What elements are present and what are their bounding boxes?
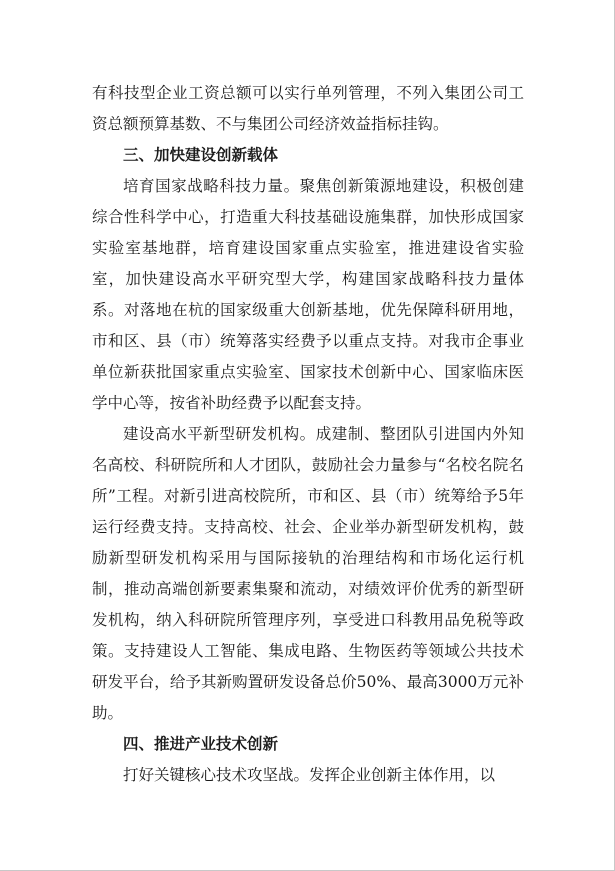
paragraph-strategic-science: 培育国家战略科技力量。聚焦创新策源地建设，积极创建综合性科学中心，打造重大科技基础设施集群，加快形成国家实验室基地群，培育建设国家重点实验室，推进建设省实验室，加快建设高水平研究型大学，构建国家战略科技力量体系。对落地在杭的国家级重大创新基地，优先保障科研用地，市和区、县（市）统筹落实经费予以重点支持。对我市企事业单位新获批国家重点实验室、国家技术创新中心、国家临床医学中心等，按省补助经费予以配套支持。 bbox=[92, 177, 524, 412]
paragraph-core-tech: 打好关键核心技术攻坚战。发挥企业创新主体作用，以 bbox=[123, 766, 496, 784]
section-heading-3: 三、加快建设创新载体 bbox=[123, 146, 279, 164]
paragraph-rd-institutions: 建设高水平新型研发机构。成建制、整团队引进国内外知名高校、科研院所和人才团队，鼓励社会力量参与“名校名院名所”工程。对新引进高校院所，市和区、县（市）统筹给予5年运行经费支持。支持高校、社会、企业举办新型研发机构，鼓励新型研发机构采用与国际接轨的治理结构和市场化运行机制，推动高端创新要素集聚和流动，对绩效评价优秀的新型研发机构，纳入科研院所管理序列，享受进口科教用品免税等政策。支持建设人工智能、集成电路、生物医药等领域公共技术研发平台，给予其新购置研发设备总价50%、最高3000万元补助。 bbox=[92, 425, 524, 722]
document-body bbox=[92, 78, 524, 791]
paragraph-continued: 有科技型企业工资总额可以实行单列管理，不列入集团公司工资总额预算基数、不与集团公司经济效益指标挂钩。 bbox=[92, 84, 524, 133]
section-heading-4: 四、推进产业技术创新 bbox=[123, 735, 279, 753]
